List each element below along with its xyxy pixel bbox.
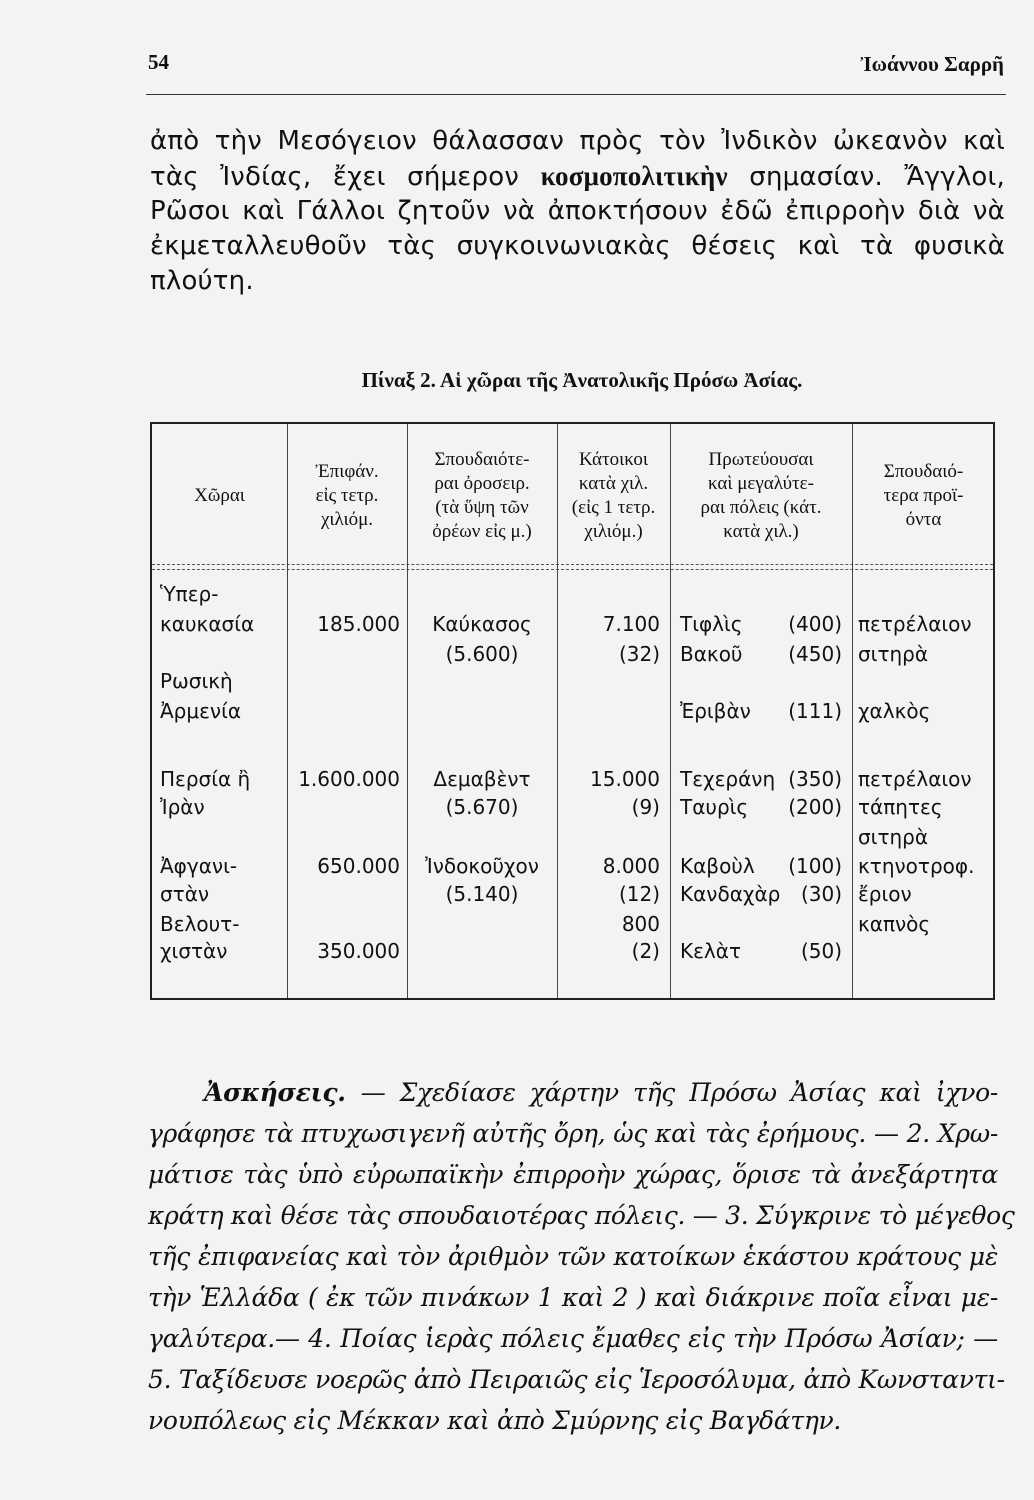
exercises [148,1072,1015,1441]
cell-city: Ταυρὶς [680,795,749,819]
cell-city: Βακοῦ [680,642,743,666]
header-line: καὶ μεγαλύτε- [708,473,814,494]
cell-mountain: Ἰνδοκοῦχον [425,854,539,878]
cell-products: σιτηρὰ [858,642,929,666]
exercise-text: τὴν Ἑλλάδα ( ἐκ τῶν πινάκων 1 καὶ 2 ) καὶ διάκρινε ποῖα εἶναι με- [148,1283,998,1312]
cell-population-density: 8.000 [602,854,660,878]
exercise-line [148,1154,998,1195]
cell-city-population: (450) [788,642,842,666]
header-line: Σπουδαιό- [883,461,964,482]
column-header [287,428,407,564]
exercise-text: μάτισε τὰς ὑπὸ εὐρωπαϊκὴν ἐπιρροὴν χώρας, ὅρισε τὰ ἀνεξάρτητα [148,1160,998,1189]
cell-city-population: (200) [788,795,842,819]
text: τὰς Ἰνδίας, ἔχει σήμερον [150,162,541,192]
cell-products: ἔριον [858,882,912,906]
table-caption: Πίναξ 2. Αἱ χῶραι τῆς Ἀνατολικῆς Πρόσω Ἀσίας. [361,368,803,392]
exercise-text: τῆς ἐπιφανείας καὶ τὸν ἀριθμὸν τῶν κατοίκων ἑκάστου κράτους μὲ [148,1242,998,1271]
body-paragraph [150,124,1005,299]
text: Ρῶσοι καὶ Γάλλοι ζητοῦν νὰ ἀποκτήσουν ἐδῶ ἐπιρροὴν διὰ νὰ [150,196,1005,226]
text: πλούτη. [150,266,254,296]
cell-city: Τιφλὶς [680,612,743,636]
exercise-line [148,1400,998,1441]
page-number: 54 [148,50,169,74]
cell-country: Ὑπερ- [160,582,219,606]
cell-products: πετρέλαιον [858,612,972,636]
cell-city: Κανδαχὰρ [680,882,781,906]
cell-country: καυκασία [160,612,255,636]
cell-country: Ἀρμενία [160,699,242,723]
cell-city: Καβοὺλ [680,854,755,878]
header-line: Πρωτεύουσαι [708,449,814,470]
exercise-line [148,1359,1005,1400]
header-line: εἰς τετρ. [315,485,379,506]
paragraph-line [150,229,1005,264]
header-rule [146,94,1006,95]
cell-country: Περσία ἢ [160,767,251,791]
cell-population-density: 7.100 [602,612,660,636]
cell-products: κτηνοτροφ. [858,854,975,878]
cell-mountain: (5.600) [445,642,519,666]
cell-mountain: (5.140) [445,882,519,906]
paragraph-line [150,194,1005,229]
cell-products: πετρέλαιον [858,767,972,791]
text: ἀπὸ τὴν Μεσόγειον θάλασσαν πρὸς τὸν Ἰνδικὸν ὠκεανὸν καὶ [150,126,1005,156]
column-header [557,428,670,564]
cell-city-population: (100) [788,854,842,878]
cell-city: Τεχεράνη [680,767,776,791]
cell-area: 185.000 [317,612,400,636]
header-line: χιλιόμ.) [584,521,643,542]
text: σημασίαν. Ἄγγλοι, [727,162,1005,192]
running-head: Ἰωάννου Σαρρῆ [860,52,1004,76]
countries-table [150,422,995,1000]
column-header [670,428,852,564]
header-line: χιλιόμ. [320,509,374,530]
cell-area: 650.000 [317,854,400,878]
cell-city: Κελὰτ [680,939,741,963]
exercise-line [148,1113,998,1154]
cell-country: Βελουτ- [160,912,240,936]
header-line: τερα προϊ- [883,485,964,506]
column-header [407,428,557,564]
cell-mountain: Καύκασος [432,612,532,636]
header-line: Κάτοικοι [578,449,648,470]
column-header [152,428,287,564]
header-line: ραι πόλεις (κάτ. [700,497,822,518]
header-line: κατὰ χιλ. [578,473,649,494]
cell-area: 350.000 [317,939,400,963]
paragraph-line [150,124,1005,159]
exercise-text: γαλύτερα.— 4. Ποίας ἱερὰς πόλεις ἔμαθες εἰς τὴν Πρόσω Ἀσίαν; — [148,1324,998,1353]
cell-products: σιτηρὰ [858,825,929,849]
cell-country: Ἀφγανι- [160,854,238,878]
header-line: κατὰ χιλ.) [723,521,799,542]
cell-population-density: (2) [631,939,660,963]
exercise-line [204,1072,998,1113]
header-separator [152,564,993,570]
cell-population-density: (32) [618,642,660,666]
cell-population-density: 800 [621,912,660,936]
paragraph-line [150,264,1005,299]
exercise-text: κράτη καὶ θέσε τὰς σπουδαιοτέρας πόλεις. — 3. Σύγκρινε τὸ μέγεθος [148,1201,1015,1230]
cell-country: χιστὰν [160,939,228,963]
header-line: (εἰς 1 τετρ. [571,497,656,518]
exercises-title: Ἀσκήσεις. [204,1078,361,1107]
header-line: Ἐπιφάν. [315,461,379,482]
exercise-line [148,1318,998,1359]
header-line: ὀρέων εἰς μ.) [432,521,532,542]
cell-city-population: (400) [788,612,842,636]
cell-country: Ρωσικὴ [160,669,233,693]
header-line: Σπουδαιότε- [434,449,530,470]
text: ἐκμεταλλευθοῦν τὰς συγκοινωνιακὰς θέσεις καὶ τὰ φυσικὰ [150,231,1005,261]
header-line: όντα [905,509,942,530]
cell-products: τάπητες [858,795,943,819]
header-line: ραι ὀροσειρ. [434,473,530,494]
cell-city: Ἐριβὰν [680,699,751,723]
paragraph-line [150,159,1005,194]
cell-products: χαλκὸς [858,699,931,723]
cell-area: 1.600.000 [298,767,400,791]
column-header [852,428,995,564]
exercise-text: γράφησε τὰ πτυχωσιγενῆ αὐτῆς ὄρη, ὡς καὶ τὰς ἐρήμους. — 2. Χρω- [148,1119,998,1148]
cell-population-density: 15.000 [590,767,660,791]
cell-city-population: (350) [788,767,842,791]
cell-products: καπνὸς [858,912,931,936]
cell-city-population: (111) [788,699,842,723]
exercise-text: — Σχεδίασε χάρτην τῆς Πρόσω Ἀσίας καὶ ἰχνο- [360,1078,998,1107]
cell-mountain: (5.670) [445,795,519,819]
cell-city-population: (50) [800,939,842,963]
cell-mountain: Δεμαβὲντ [433,767,531,791]
cell-population-density: (12) [618,882,660,906]
exercise-line [148,1195,1015,1236]
cell-country: Ἰρὰν [160,795,205,819]
bold-term: κοσμοπολιτικὴν [540,161,728,191]
exercise-line [148,1277,998,1318]
cell-city-population: (30) [800,882,842,906]
header-line: Χῶραι [194,485,245,506]
exercise-line [148,1236,998,1277]
exercise-text: νουπόλεως εἰς Μέκκαν καὶ ἀπὸ Σμύρνης εἰς Βαγδάτην. [148,1406,842,1435]
cell-population-density: (9) [631,795,660,819]
header-line: (τὰ ὕψη τῶν [435,497,529,518]
exercise-text: 5. Ταξίδευσε νοερῶς ἀπὸ Πειραιῶς εἰς Ἱεροσόλυμα, ἀπὸ Κωνσταντι- [148,1365,1005,1394]
cell-country: στὰν [160,882,210,906]
